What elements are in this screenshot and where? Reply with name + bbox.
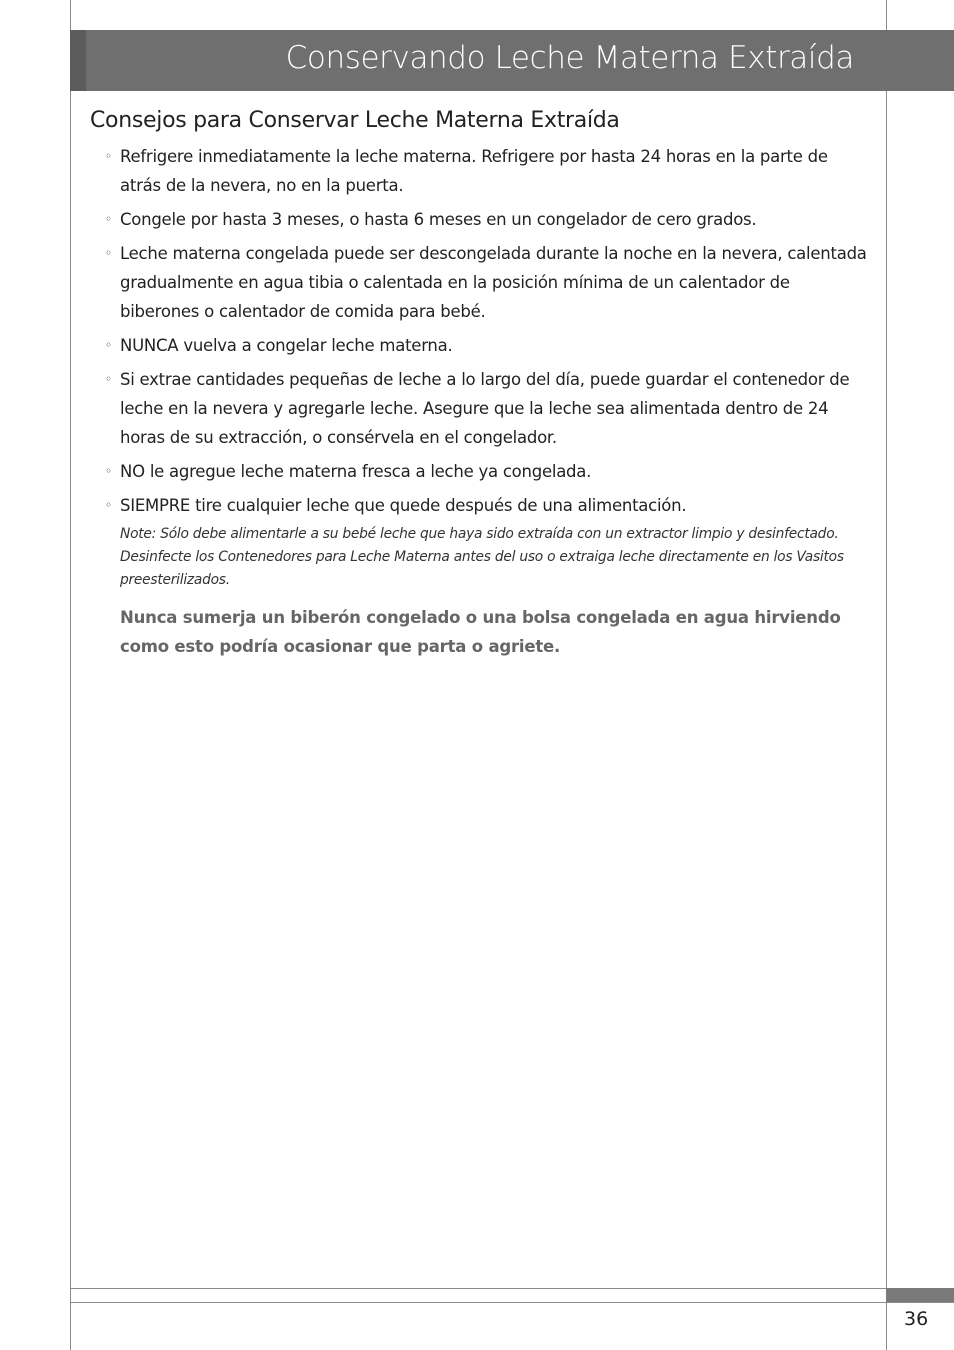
tip-text: NO le agregue leche materna fresca a leche ya congelada. [120,462,592,481]
bullet-icon: ◦ [105,246,112,260]
bullet-icon: ◦ [105,498,112,512]
tip-text: Refrigere inmediatamente la leche materna. Refrigere por hasta 24 horas en la parte de atrás de la nevera, no en la puerta. [120,147,828,195]
left-margin-rule [70,0,71,1350]
right-margin-rule [886,0,887,1350]
list-item [90,331,870,360]
title-bar-accent [70,30,86,91]
tips-list [90,142,870,520]
list-item [90,142,870,200]
bullet-icon: ◦ [105,212,112,226]
bullet-icon: ◦ [105,372,112,386]
section-heading: Consejos para Conservar Leche Materna Extraída [90,108,620,133]
tip-text: Si extrae cantidades pequeñas de leche a lo largo del día, puede guardar el contenedor de leche en la nevera y agregarle leche. Asegure que la leche sea alimentada dentro de 24 horas de su extracción, o consérvela en el congelador. [120,370,850,447]
list-item [90,365,870,452]
sterilization-note: Note: Sólo debe alimentarle a su bebé leche que haya sido extraída con un extractor limpio y desinfectado. Desinfecte los Contenedores para Leche Materna antes del uso o extraiga leche directamente en los Vasitos preesterilizados. [120,526,844,588]
footer-rule-bottom [70,1302,954,1303]
tip-text: Leche materna congelada puede ser descongelada durante la noche en la nevera, calentada gradualmente en agua tibia o calentada en la posición mínima de un calentador de biberones o calentador de comida para bebé. [120,244,867,321]
bullet-icon: ◦ [105,464,112,478]
page-content [90,104,870,661]
list-item [90,239,870,326]
list-item [90,205,870,234]
tip-text: NUNCA vuelva a congelar leche materna. [120,336,453,355]
list-item [90,491,870,520]
tip-text: Congele por hasta 3 meses, o hasta 6 meses en un congelador de cero grados. [120,210,757,229]
bullet-icon: ◦ [105,149,112,163]
footer-rule-top [70,1288,954,1289]
bullet-icon: ◦ [105,338,112,352]
tip-text: SIEMPRE tire cualquier leche que quede después de una alimentación. [120,496,687,515]
footer-accent-block [886,1288,954,1302]
page-number: 36 [904,1308,929,1330]
boiling-water-warning: Nunca sumerja un biberón congelado o una bolsa congelada en agua hirviendo como esto podría ocasionar que parta o agriete. [120,608,841,656]
list-item [90,457,870,486]
page-title: Conservando Leche Materna Extraída [285,40,854,76]
page-title-bar [70,30,954,91]
